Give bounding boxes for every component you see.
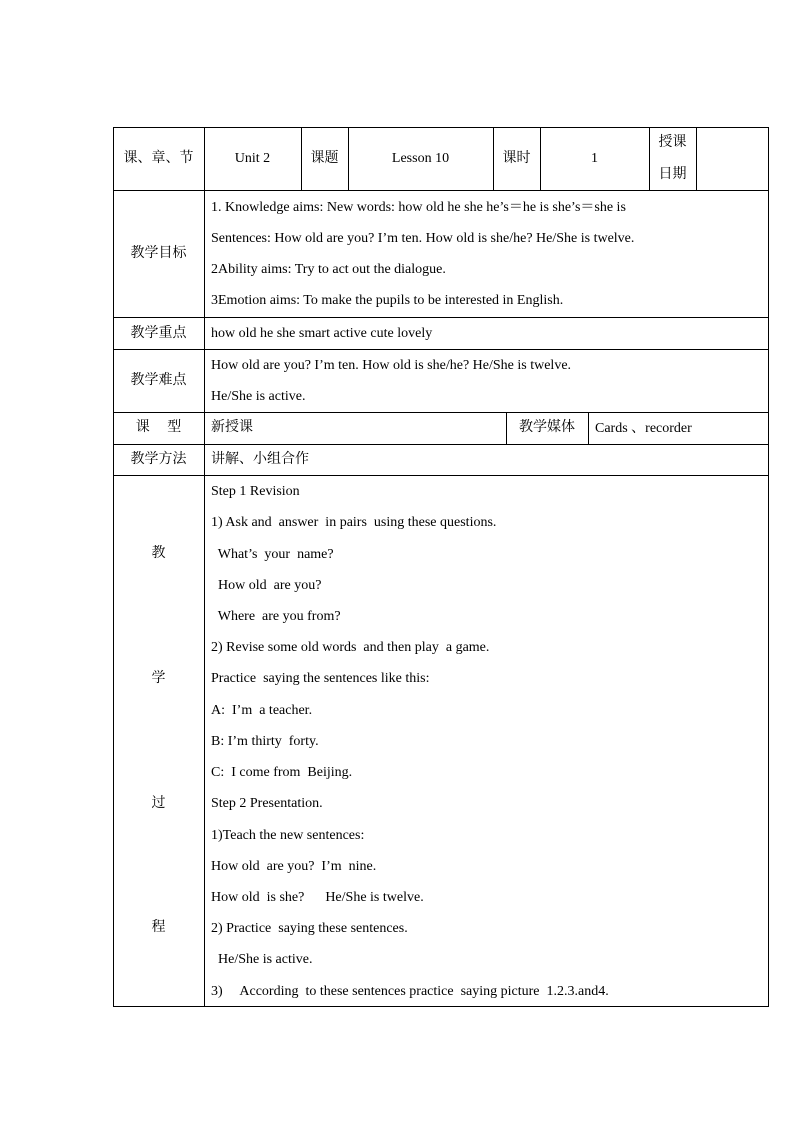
topic-label: 课题 bbox=[310, 151, 339, 166]
methods-value: 讲解、小组合作 bbox=[211, 452, 309, 467]
key-points-label: 教学重点 bbox=[130, 326, 187, 341]
goals-line: 2Ability aims: Try to act out the dialogue. bbox=[211, 262, 446, 277]
lesson-type-label: 课 型 bbox=[135, 420, 182, 435]
goals-line: 1. Knowledge aims: New words: how old he she he’s＝he is she’s＝she is bbox=[211, 200, 626, 215]
methods-label: 教学方法 bbox=[130, 452, 187, 467]
date-label-line2: 日期 bbox=[658, 167, 687, 182]
lesson-type-value: 新授课 bbox=[211, 420, 253, 435]
table-border bbox=[696, 127, 697, 190]
difficulties-line: How old are you? I’m ten. How old is she/he? He/She is twelve. bbox=[211, 358, 572, 373]
process-line: 3) According to these sentences practice saying picture 1.2.3.and4. bbox=[211, 984, 609, 999]
table-border bbox=[113, 1006, 769, 1007]
process-line: C: I come from Beijing. bbox=[211, 765, 353, 780]
date-label-line1: 授课 bbox=[658, 135, 687, 150]
period-label: 课时 bbox=[502, 151, 531, 166]
difficulties-label: 教学难点 bbox=[130, 373, 187, 388]
process-label-char: 教 bbox=[151, 546, 166, 561]
process-line: He/She is active. bbox=[211, 952, 313, 967]
table-border bbox=[768, 127, 769, 1007]
media-label: 教学媒体 bbox=[519, 420, 575, 435]
lesson-value: Lesson 10 bbox=[391, 151, 450, 166]
table-border bbox=[113, 475, 769, 476]
goals-label: 教学目标 bbox=[130, 246, 187, 261]
difficulties-line: He/She is active. bbox=[211, 389, 306, 404]
process-label-char: 过 bbox=[151, 796, 166, 811]
table-border bbox=[113, 190, 769, 191]
goals-line: 3Emotion aims: To make the pupils to be interested in English. bbox=[211, 293, 564, 308]
unit-value: Unit 2 bbox=[234, 151, 271, 166]
process-line: Practice saying the sentences like this: bbox=[211, 671, 430, 686]
process-line: Step 2 Presentation. bbox=[211, 796, 323, 811]
process-line: 1) Ask and answer in pairs using these questions. bbox=[211, 515, 497, 530]
media-value: Cards 、recorder bbox=[595, 421, 692, 436]
process-line: How old are you? I’m nine. bbox=[211, 859, 377, 874]
process-line: 2) Revise some old words and then play a game. bbox=[211, 640, 490, 655]
table-border bbox=[588, 412, 589, 444]
key-points-text: how old he she smart active cute lovely bbox=[211, 326, 433, 341]
process-line: 1)Teach the new sentences: bbox=[211, 828, 365, 843]
process-line: Step 1 Revision bbox=[211, 484, 300, 499]
table-border bbox=[113, 317, 769, 318]
process-line: B: I’m thirty forty. bbox=[211, 734, 319, 749]
process-line: What’s your name? bbox=[211, 547, 334, 562]
process-line: How old is she? He/She is twelve. bbox=[211, 890, 424, 905]
process-line: How old are you? bbox=[211, 578, 322, 593]
process-line: Where are you from? bbox=[211, 609, 341, 624]
table-border bbox=[113, 127, 769, 128]
process-label-char: 程 bbox=[151, 920, 166, 935]
table-border bbox=[113, 349, 769, 350]
table-border bbox=[113, 444, 769, 445]
process-line: 2) Practice saying these sentences. bbox=[211, 921, 408, 936]
process-line: A: I’m a teacher. bbox=[211, 703, 313, 718]
period-value: 1 bbox=[591, 151, 598, 166]
process-label-char: 学 bbox=[151, 671, 166, 686]
goals-line: Sentences: How old are you? I’m ten. How old is she/he? He/She is twelve. bbox=[211, 231, 635, 246]
chapter-label: 课、章、节 bbox=[123, 151, 194, 166]
table-border bbox=[204, 127, 205, 1007]
table-border bbox=[113, 412, 769, 413]
